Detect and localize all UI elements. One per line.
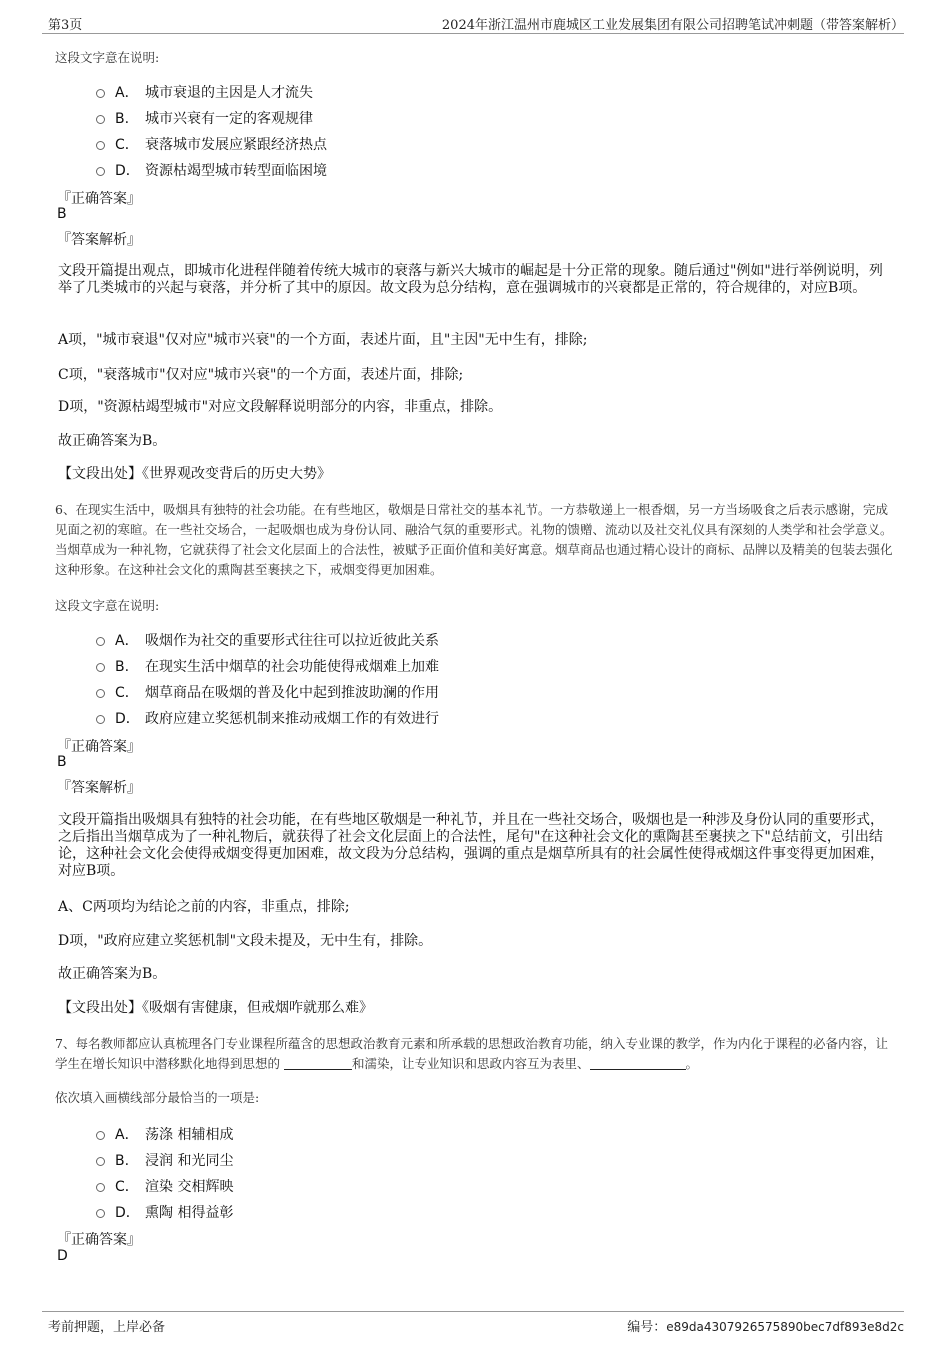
q6-conclusion: 故正确答案为B。 [58, 966, 167, 982]
q6-option-d[interactable]: D． 政府应建立奖惩机制来推动戒烟工作的有效进行 [96, 708, 439, 728]
radio-icon[interactable] [96, 1131, 105, 1140]
page-number: 第3页 [48, 18, 83, 33]
radio-icon[interactable] [96, 89, 105, 98]
q7-option-d[interactable]: D． 熏陶 相得益彰 [96, 1202, 233, 1222]
q5-conclusion: 故正确答案为B。 [58, 433, 167, 449]
q7-option-a[interactable]: A． 荡涤 相辅相成 [96, 1124, 233, 1144]
q7-answer: D [57, 1248, 68, 1264]
q5-analysis-label: 『答案解析』 [57, 232, 141, 248]
q6-answer-label: 『正确答案』 [57, 739, 141, 755]
q5-answer-label: 『正确答案』 [57, 191, 141, 207]
radio-icon[interactable] [96, 141, 105, 150]
q7-answer-label: 『正确答案』 [57, 1232, 141, 1248]
q6-source: 【文段出处】《吸烟有害健康，但戒烟咋就那么难》 [58, 1000, 373, 1016]
q5-option-b[interactable]: B. 城市兴衰有一定的客观规律 [96, 108, 313, 128]
radio-icon[interactable] [96, 1183, 105, 1192]
footer-slogan: 考前押题，上岸必备 [48, 1320, 166, 1335]
q5-option-c[interactable]: C． 衰落城市发展应紧跟经济热点 [96, 134, 327, 154]
q5-analysis-d: D项，"资源枯竭型城市"对应文段解释说明部分的内容，非重点，排除。 [58, 399, 503, 415]
q6-analysis-ac: A、C两项均为结论之前的内容，非重点，排除; [58, 899, 350, 915]
q5-option-a[interactable]: A． 城市衰退的主因是人才流失 [96, 82, 313, 102]
q7-prompt: 依次填入画横线部分最恰当的一项是: [55, 1090, 260, 1105]
radio-icon[interactable] [96, 115, 105, 124]
fill-blank-1[interactable] [284, 1057, 352, 1070]
q5-analysis-a: A项，"城市衰退"仅对应"城市兴衰"的一个方面，表述片面，且"主因"无中生有，排除; [58, 332, 588, 348]
q6-option-a[interactable]: A． 吸烟作为社交的重要形式往往可以拉近彼此关系 [96, 630, 439, 650]
q6-prompt: 这段文字意在说明: [55, 598, 160, 613]
page-header [42, 13, 904, 34]
q6-analysis-summary: 文段开篇指出吸烟具有独特的社会功能，在有些地区敬烟是一种礼节，并且在一些社交场合，吸烟也是一种涉及身份认同的重要形式，之后指出当烟草成为了一种礼物后，就获得了社会文化层面上的合法性，尾句"在这种社会文化的熏陶甚至裹挟之下"总结前文，引出结论，这种社会文化会使得戒烟变得更加困难，故文段为分总结构，强调的重点是烟草所具有的社会属性使得戒烟这件事变得更加困难，对应B项。 [58, 812, 884, 879]
q6-analysis-label: 『答案解析』 [57, 780, 141, 796]
q6-stem: 6、在现实生活中，吸烟具有独特的社会功能。在有些地区，敬烟是日常社交的基本礼节。一方恭敬递上一根香烟，另一方当场吸食之后表示感谢，完成见面之初的寒暄。在一些社交场合，一起吸烟也成为身份认同、融洽气氛的重要形式。礼物的馈赠、流动以及社交礼仪具有深刻的人类学和社会学意义。当烟草成为一种礼物，它就获得了社会文化层面上的合法性，被赋予正面价值和美好寓意。烟草商品也通过精心设计的商标、品牌以及精美的包装去强化这种形象。在这种社会文化的熏陶甚至裹挟之下，戒烟变得更加困难。 [55, 502, 893, 577]
q5-source: 【文段出处】《世界观改变背后的历史大势》 [58, 466, 331, 482]
q7-option-c[interactable]: C． 渲染 交相辉映 [96, 1176, 233, 1196]
document-code: 编号：e89da4307926575890bec7df893e8d2c [627, 1320, 904, 1335]
q5-analysis-c: C项，"衰落城市"仅对应"城市兴衰"的一个方面，表述片面，排除; [58, 367, 464, 383]
radio-icon[interactable] [96, 715, 105, 724]
q7-option-b[interactable]: B. 浸润 和光同尘 [96, 1150, 233, 1170]
document-title: 2024年浙江温州市鹿城区工业发展集团有限公司招聘笔试冲刺题（带答案解析） [441, 18, 904, 33]
q7-stem: 7、每名教师都应认真梳理各门专业课程所蕴含的思想政治教育元素和所承载的思想政治教育功能，纳入专业课的教学，作为内化于课程的必备内容，让学生在增长知识中潜移默化地得到思想的 和濡染，让专业知识和思政内容互为表里、 。 [55, 1036, 888, 1071]
radio-icon[interactable] [96, 1157, 105, 1166]
fill-blank-2[interactable] [590, 1057, 686, 1070]
radio-icon[interactable] [96, 167, 105, 176]
radio-icon[interactable] [96, 637, 105, 646]
radio-icon[interactable] [96, 1209, 105, 1218]
q6-option-b[interactable]: B. 在现实生活中烟草的社会功能使得戒烟难上加难 [96, 656, 439, 676]
q6-analysis-d: D项，"政府应建立奖惩机制"文段未提及，无中生有，排除。 [58, 933, 433, 949]
page-footer [42, 1311, 904, 1334]
q6-option-c[interactable]: C． 烟草商品在吸烟的普及化中起到推波助澜的作用 [96, 682, 439, 702]
q5-option-d[interactable]: D． 资源枯竭型城市转型面临困境 [96, 160, 327, 180]
q5-analysis-summary: 文段开篇提出观点，即城市化进程伴随着传统大城市的衰落与新兴大城市的崛起是十分正常的现象。随后通过"例如"进行举例说明，列举了几类城市的兴起与衰落，并分析了其中的原因。故文段为总分结构，意在强调城市的兴衰都是正常的，符合规律的，对应B项。 [58, 263, 883, 296]
q5-prompt: 这段文字意在说明: [55, 50, 160, 65]
radio-icon[interactable] [96, 663, 105, 672]
q6-answer: B [57, 754, 67, 770]
q5-answer: B [57, 206, 67, 222]
radio-icon[interactable] [96, 689, 105, 698]
